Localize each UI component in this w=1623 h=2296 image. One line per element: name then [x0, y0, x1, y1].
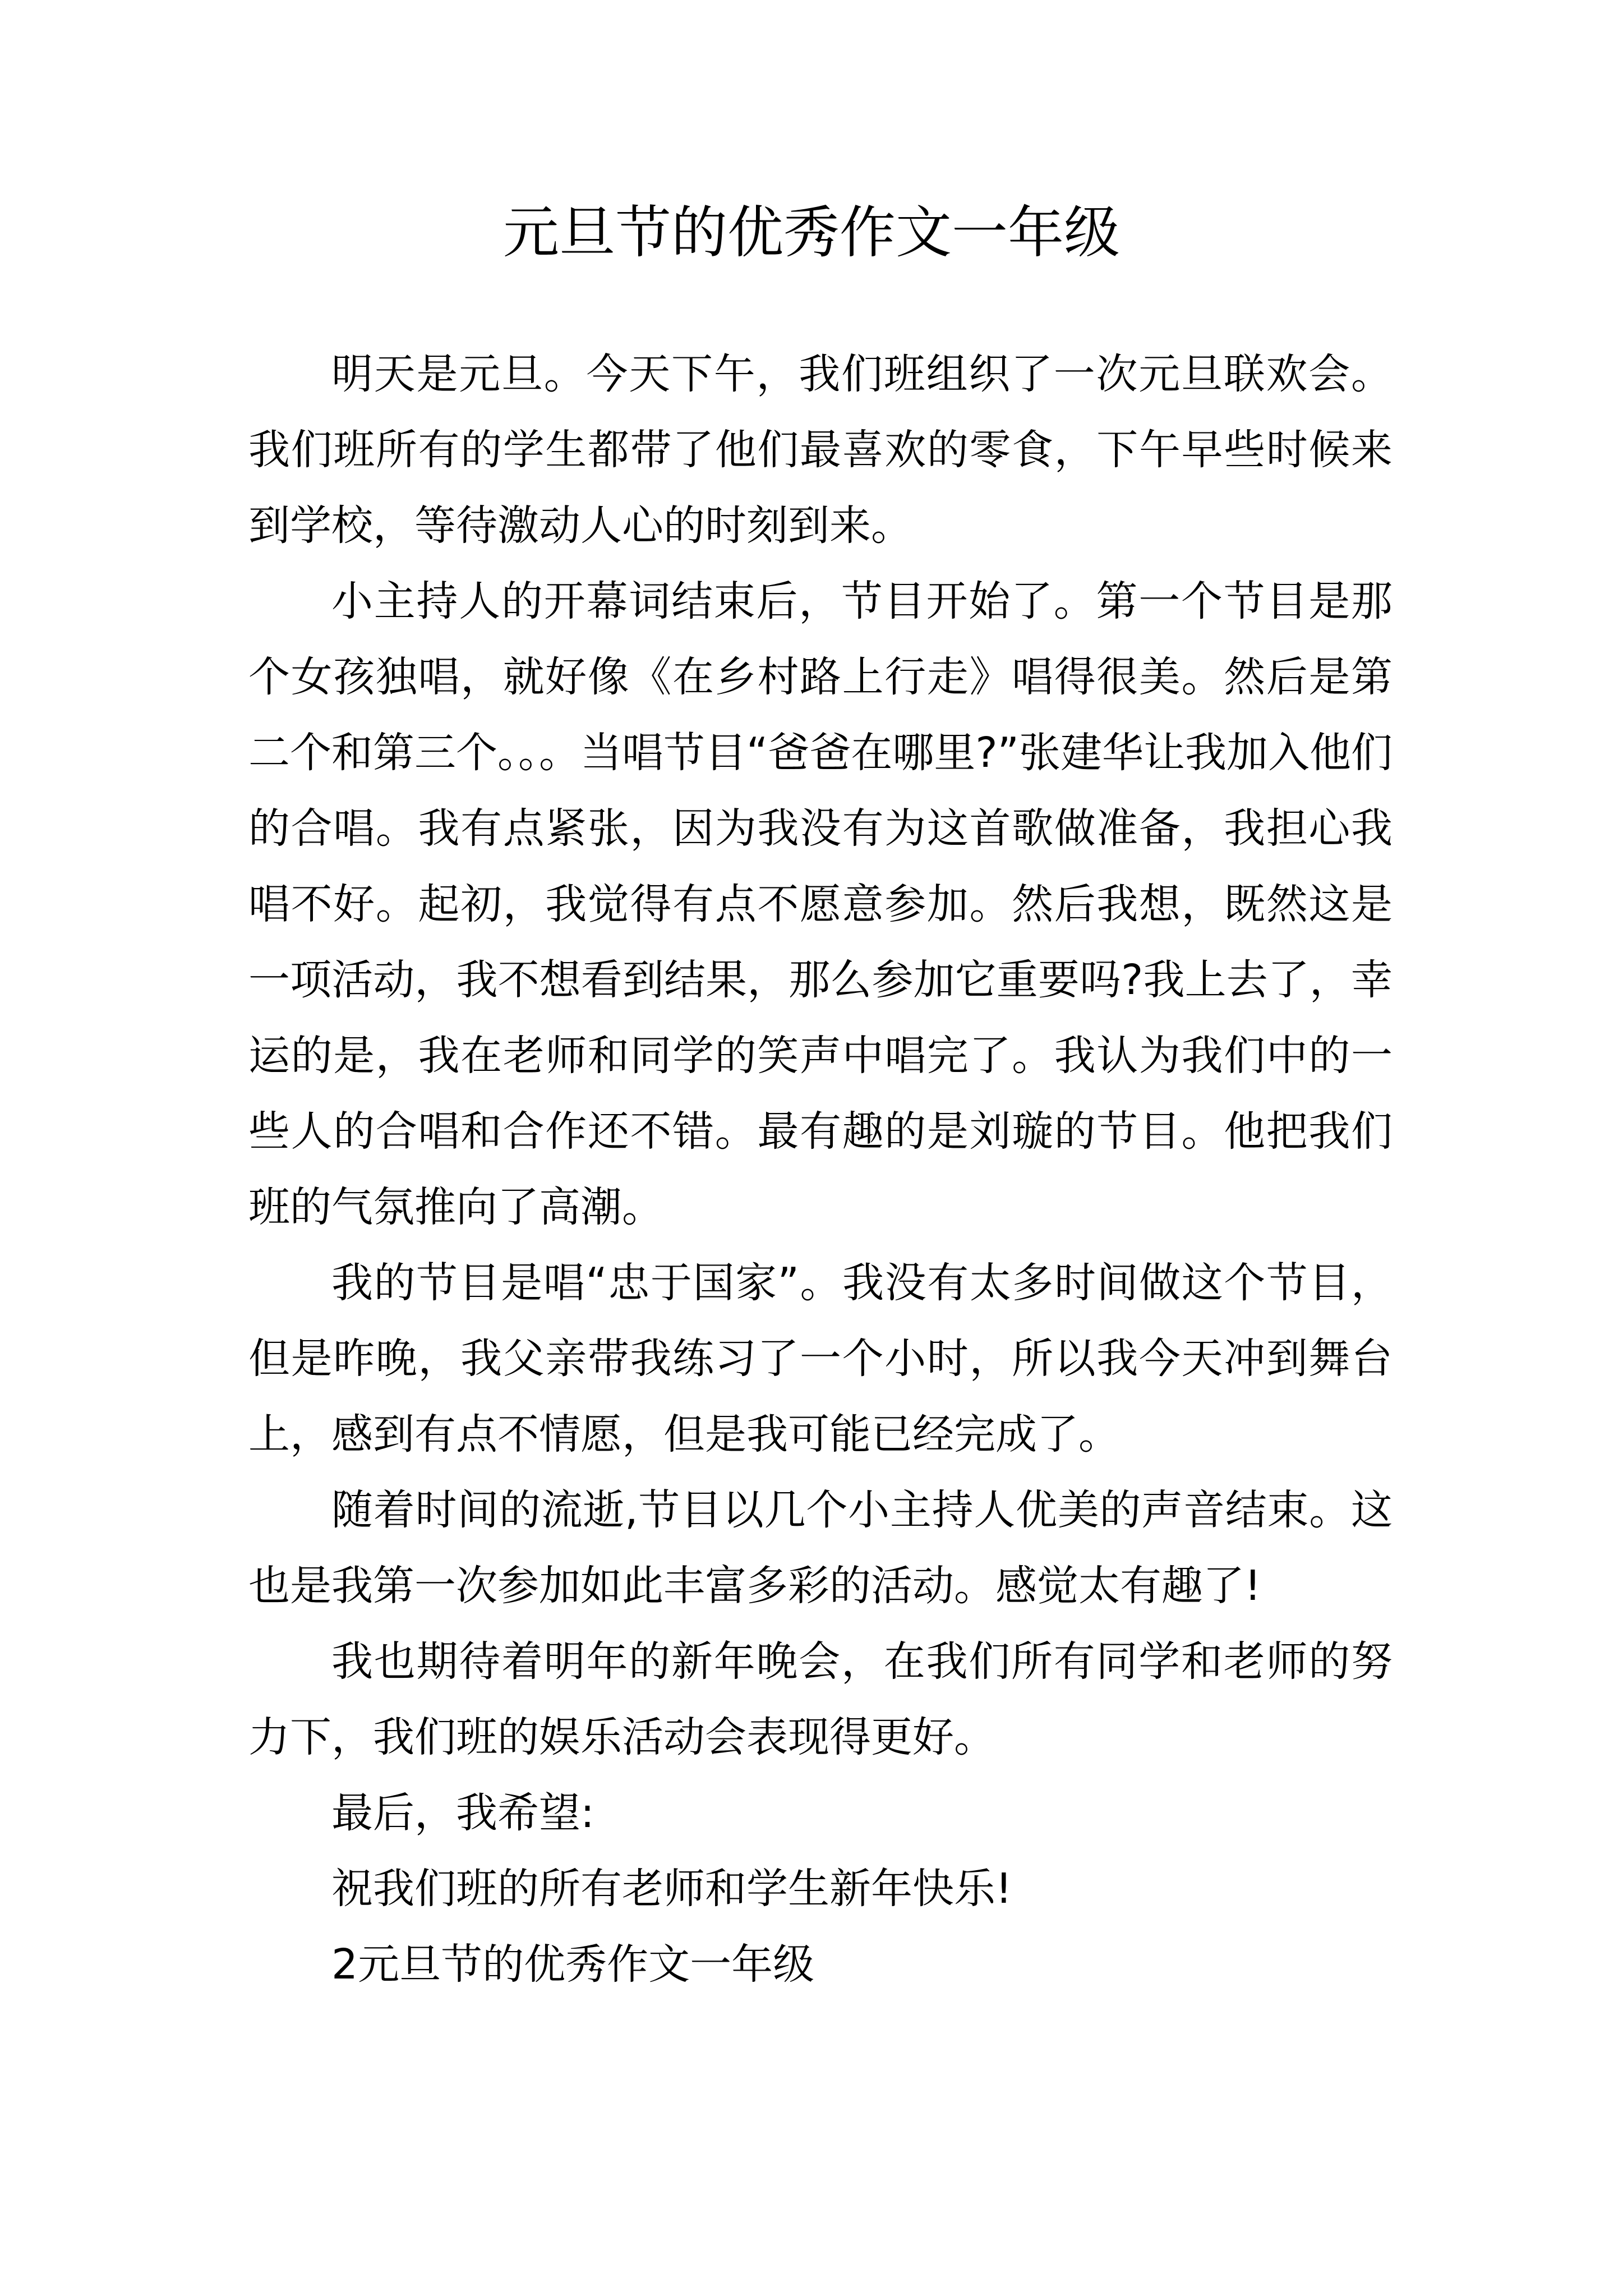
paragraph-4: 随着时间的流逝,节目以几个小主持人优美的声音结束。这也是我第一次参加如此丰富多彩的活动。感觉太有趣了!	[248, 1486, 1393, 1610]
paragraph-3: 我的节目是唱“忠于国家”。我没有太多时间做这个节目，但是昨晚，我父亲带我练习了一个小时，所以我今天冲到舞台上，感到有点不情愿，但是我可能已经完成了。	[248, 1259, 1393, 1458]
paragraph-8: 2元旦节的优秀作文一年级	[331, 1940, 815, 1989]
paragraph-5: 我也期待着明年的新年晚会，在我们所有同学和老师的努力下，我们班的娱乐活动会表现得更好。	[248, 1637, 1393, 1761]
paragraph-7: 祝我们班的所有老师和学生新年快乐!	[331, 1865, 1012, 1913]
paragraph-2: 小主持人的开幕词结束后，节目开始了。第一个节目是那个女孩独唱，就好像《在乡村路上行走》唱得很美。然后是第二个和第三个。。。当唱节目“爸爸在哪里?”张建华让我加入他们的合唱。我有点紧张，因为我没有为这首歌做准备，我担心我唱不好。起初，我觉得有点不愿意参加。然后我想，既然这是一项活动，我不想看到结果，那么参加它重要吗?我上去了，幸运的是，我在老师和同学的笑声中唱完了。我认为我们中的一些人的合唱和合作还不错。最有趣的是刘璇的节目。他把我们班的气氛推向了高潮。	[248, 577, 1393, 1231]
paragraph-1: 明天是元旦。今天下午，我们班组织了一次元旦联欢会。我们班所有的学生都带了他们最喜欢的零食，下午早些时候来到学校，等待激动人心的时刻到来。	[248, 350, 1393, 550]
document-title: 元旦节的优秀作文一年级	[503, 200, 1120, 265]
paragraph-6: 最后，我希望:	[331, 1789, 594, 1837]
document-body	[248, 337, 1393, 2003]
